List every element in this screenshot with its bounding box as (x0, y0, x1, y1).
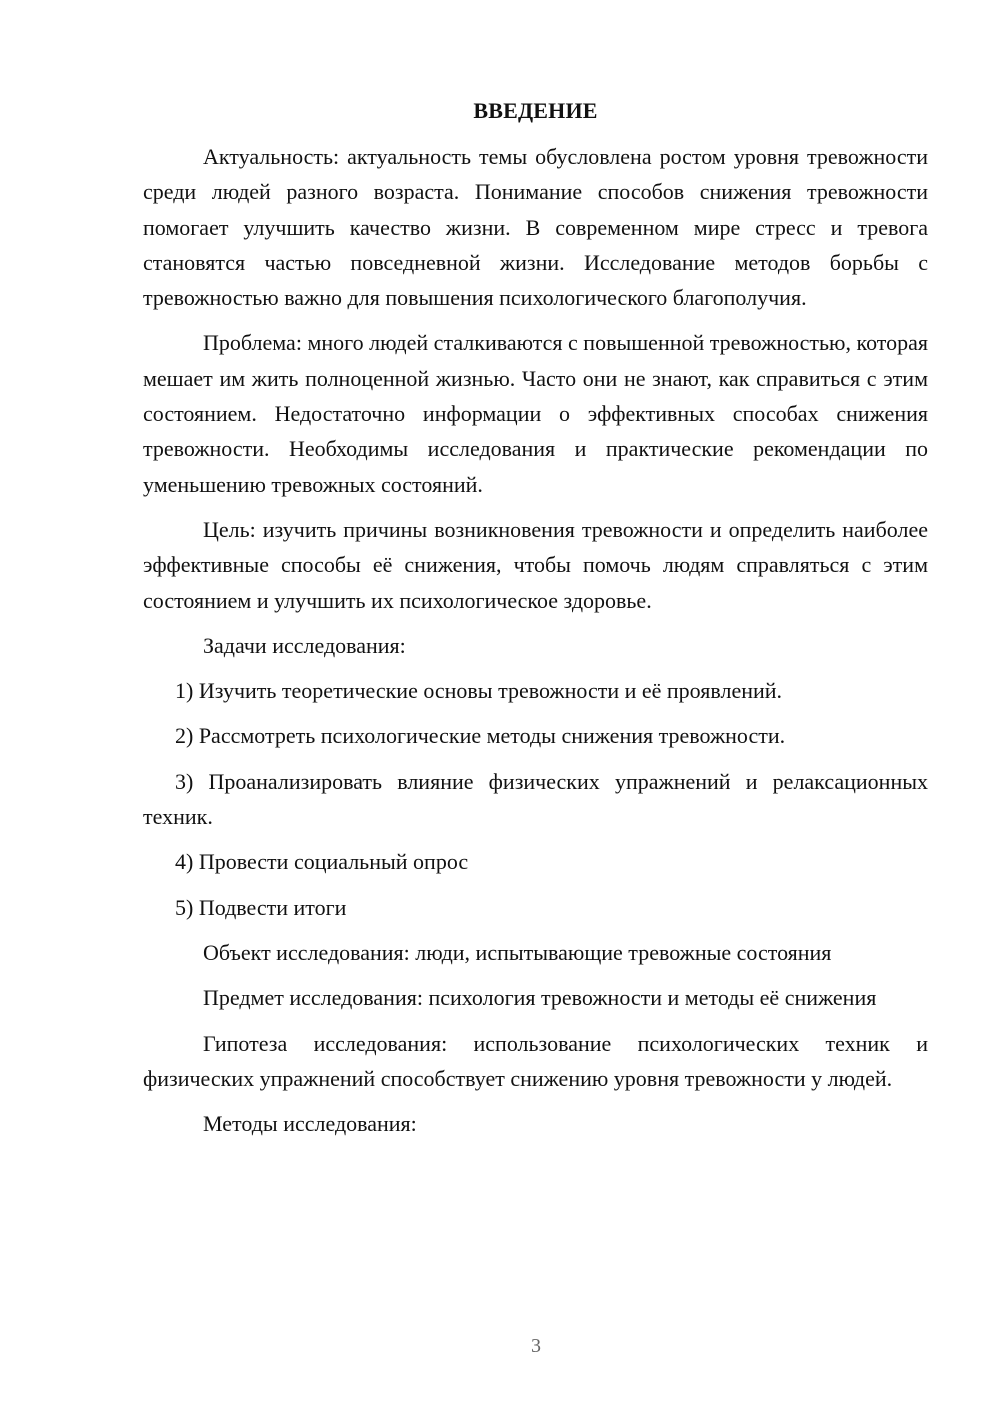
task-item-3: 3) Проанализировать влияние физических упражнений и релаксационных техник. (143, 768, 928, 830)
subject-paragraph: Предмет исследования: психология тревожности и методы её снижения (203, 985, 877, 1011)
task-item-5: 5) Подвести итоги (175, 894, 347, 920)
page-number: 3 (531, 1335, 541, 1357)
object-paragraph: Объект исследования: люди, испытывающие тревожные состояния (203, 939, 832, 965)
tasks-heading: Задачи исследования: (203, 632, 406, 658)
hypothesis-paragraph: Гипотеза исследования: использование психологических техник и физических упражнений способствует снижению уровня тревожности у людей. (143, 1030, 928, 1091)
methods-heading: Методы исследования: (203, 1111, 417, 1137)
task-item-2: 2) Рассмотреть психологические методы снижения тревожности. (175, 723, 786, 749)
problem-paragraph: Проблема: много людей сталкиваются с повышенной тревожностью, которая мешает им жить полноценной жизнью. Часто они не знают, как справиться с этим состоянием. Недостаточно информации о эффективных способах снижения тревожности. Необходимы исследования и практические рекомендации по уменьшению тревожных состояний. (143, 330, 928, 497)
page-content (143, 96, 928, 1151)
task-item-4: 4) Провести социальный опрос (175, 849, 469, 875)
relevance-paragraph: Актуальность: актуальность темы обусловлена ростом уровня тревожности среди людей разного возраста. Понимание способов снижения тревожности помогает улучшить качество жизни. В современном мире стресс и тревога становятся частью повседневной жизни. Исследование методов борьбы с тревожностью важно для повышения психологического благополучия. (143, 144, 928, 311)
section-title: ВВЕДЕНИЕ (473, 98, 598, 123)
goal-paragraph: Цель: изучить причины возникновения тревожности и определить наиболее эффективные способы её снижения, чтобы помочь людям справляться с этим состоянием и улучшить их психологическое здоровье. (143, 516, 928, 613)
task-item-1: 1) Изучить теоретические основы тревожности и её проявлений. (175, 678, 783, 704)
